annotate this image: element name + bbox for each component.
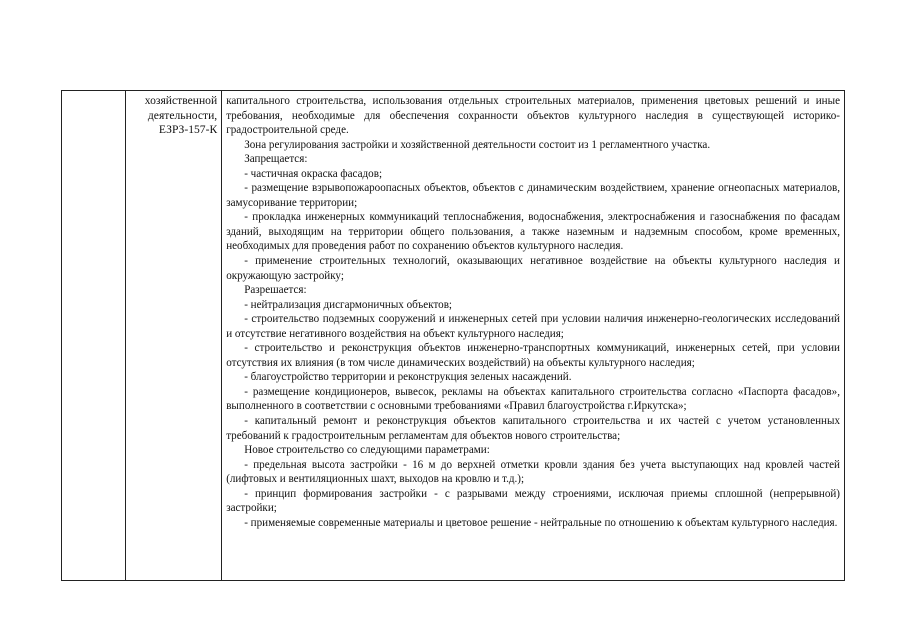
regulation-item: - размещение кондиционеров, вывесок, рекламы на объектах капитального строительства согласно «Паспорта фасадов», выполненного в соответствии с основными требованиями «Правил благоустройства г.Иркутска»; — [226, 385, 840, 413]
section-heading-permitted: Разрешается: — [244, 284, 307, 297]
regulation-item: - капитальный ремонт и реконструкция объектов капитального строительства и их частей с учетом установленных требований к градостроительным регламентам для объектов нового строительства; — [226, 415, 840, 442]
regulation-item: - применение строительных технологий, оказывающих негативное воздействие на объекты культурного наследия и окружающую застройку; — [226, 255, 840, 282]
regulation-table — [61, 90, 845, 581]
regulation-item: - применяемые современные материалы и цветовое решение - нейтральные по отношению к объектам культурного наследия. — [244, 516, 838, 529]
regulation-item: - частичная окраска фасадов; — [244, 167, 383, 180]
zone-code: ЕЗРЗ-157-К — [158, 123, 218, 137]
regulation-item: - благоустройство территории и реконструкция зеленых насаждений. — [244, 371, 572, 384]
regulation-item: - предельная высота застройки - 16 м до верхней отметки кровли здания без учета выступающих над кровлей частей (лифтовых и вентиляционных шахт, выходов на кровлю и т.д.); — [226, 458, 840, 486]
regulation-item: - строительство подземных сооружений и инженерных сетей при условии наличия инженерно-геологических исследований и отсутствие негативного воздействия на объект культурного наследия; — [226, 313, 840, 340]
zone-name-line: хозяйственной — [144, 94, 218, 107]
regulation-text-cell — [222, 91, 845, 581]
regulation-item: - размещение взрывопожароопасных объектов, объектов с динамическим воздействием, хранение огнеопасных материалов, замусоривание территории; — [226, 182, 840, 209]
regulation-item: - прокладка инженерных коммуникаций теплоснабжения, водоснабжения, электроснабжения и газоснабжения по фасадам зданий, выходящим на территории общего пользования, а также наземным и надземным способом, кроме временных, необходимых для проведения работ по сохранению объектов культурного наследия. — [226, 211, 840, 253]
regulation-item: - принцип формирования застройки - с разрывами между строениями, исключая приемы сплошной (непрерывной) застройки; — [226, 487, 840, 515]
row-number-cell — [62, 91, 126, 581]
section-heading-prohibited: Запрещается: — [244, 153, 308, 166]
section-heading-new-construction: Новое строительство со следующими параметрами: — [244, 444, 490, 457]
zone-name-line: деятельности, — [147, 108, 218, 122]
regulation-item: - нейтрализация дисгармоничных объектов; — [244, 298, 453, 311]
table-row — [62, 91, 845, 581]
zone-name-cell — [126, 91, 222, 581]
regulation-paragraph: капитального строительства, использования отдельных строительных материалов, применения цветовых решений и иные требования, необходимые для обеспечения сохранности объектов культурного наследия в существующей историко-градостроительной среде. — [226, 95, 840, 137]
regulation-item: - строительство и реконструкция объектов инженерно-транспортных коммуникаций, инженерных сетей, при условии отсутствия их влияния (в том числе динамических воздействий) на объекты культурного наследия; — [226, 342, 840, 369]
regulation-paragraph: Зона регулирования застройки и хозяйственной деятельности состоит из 1 регламентного участка. — [244, 138, 711, 151]
